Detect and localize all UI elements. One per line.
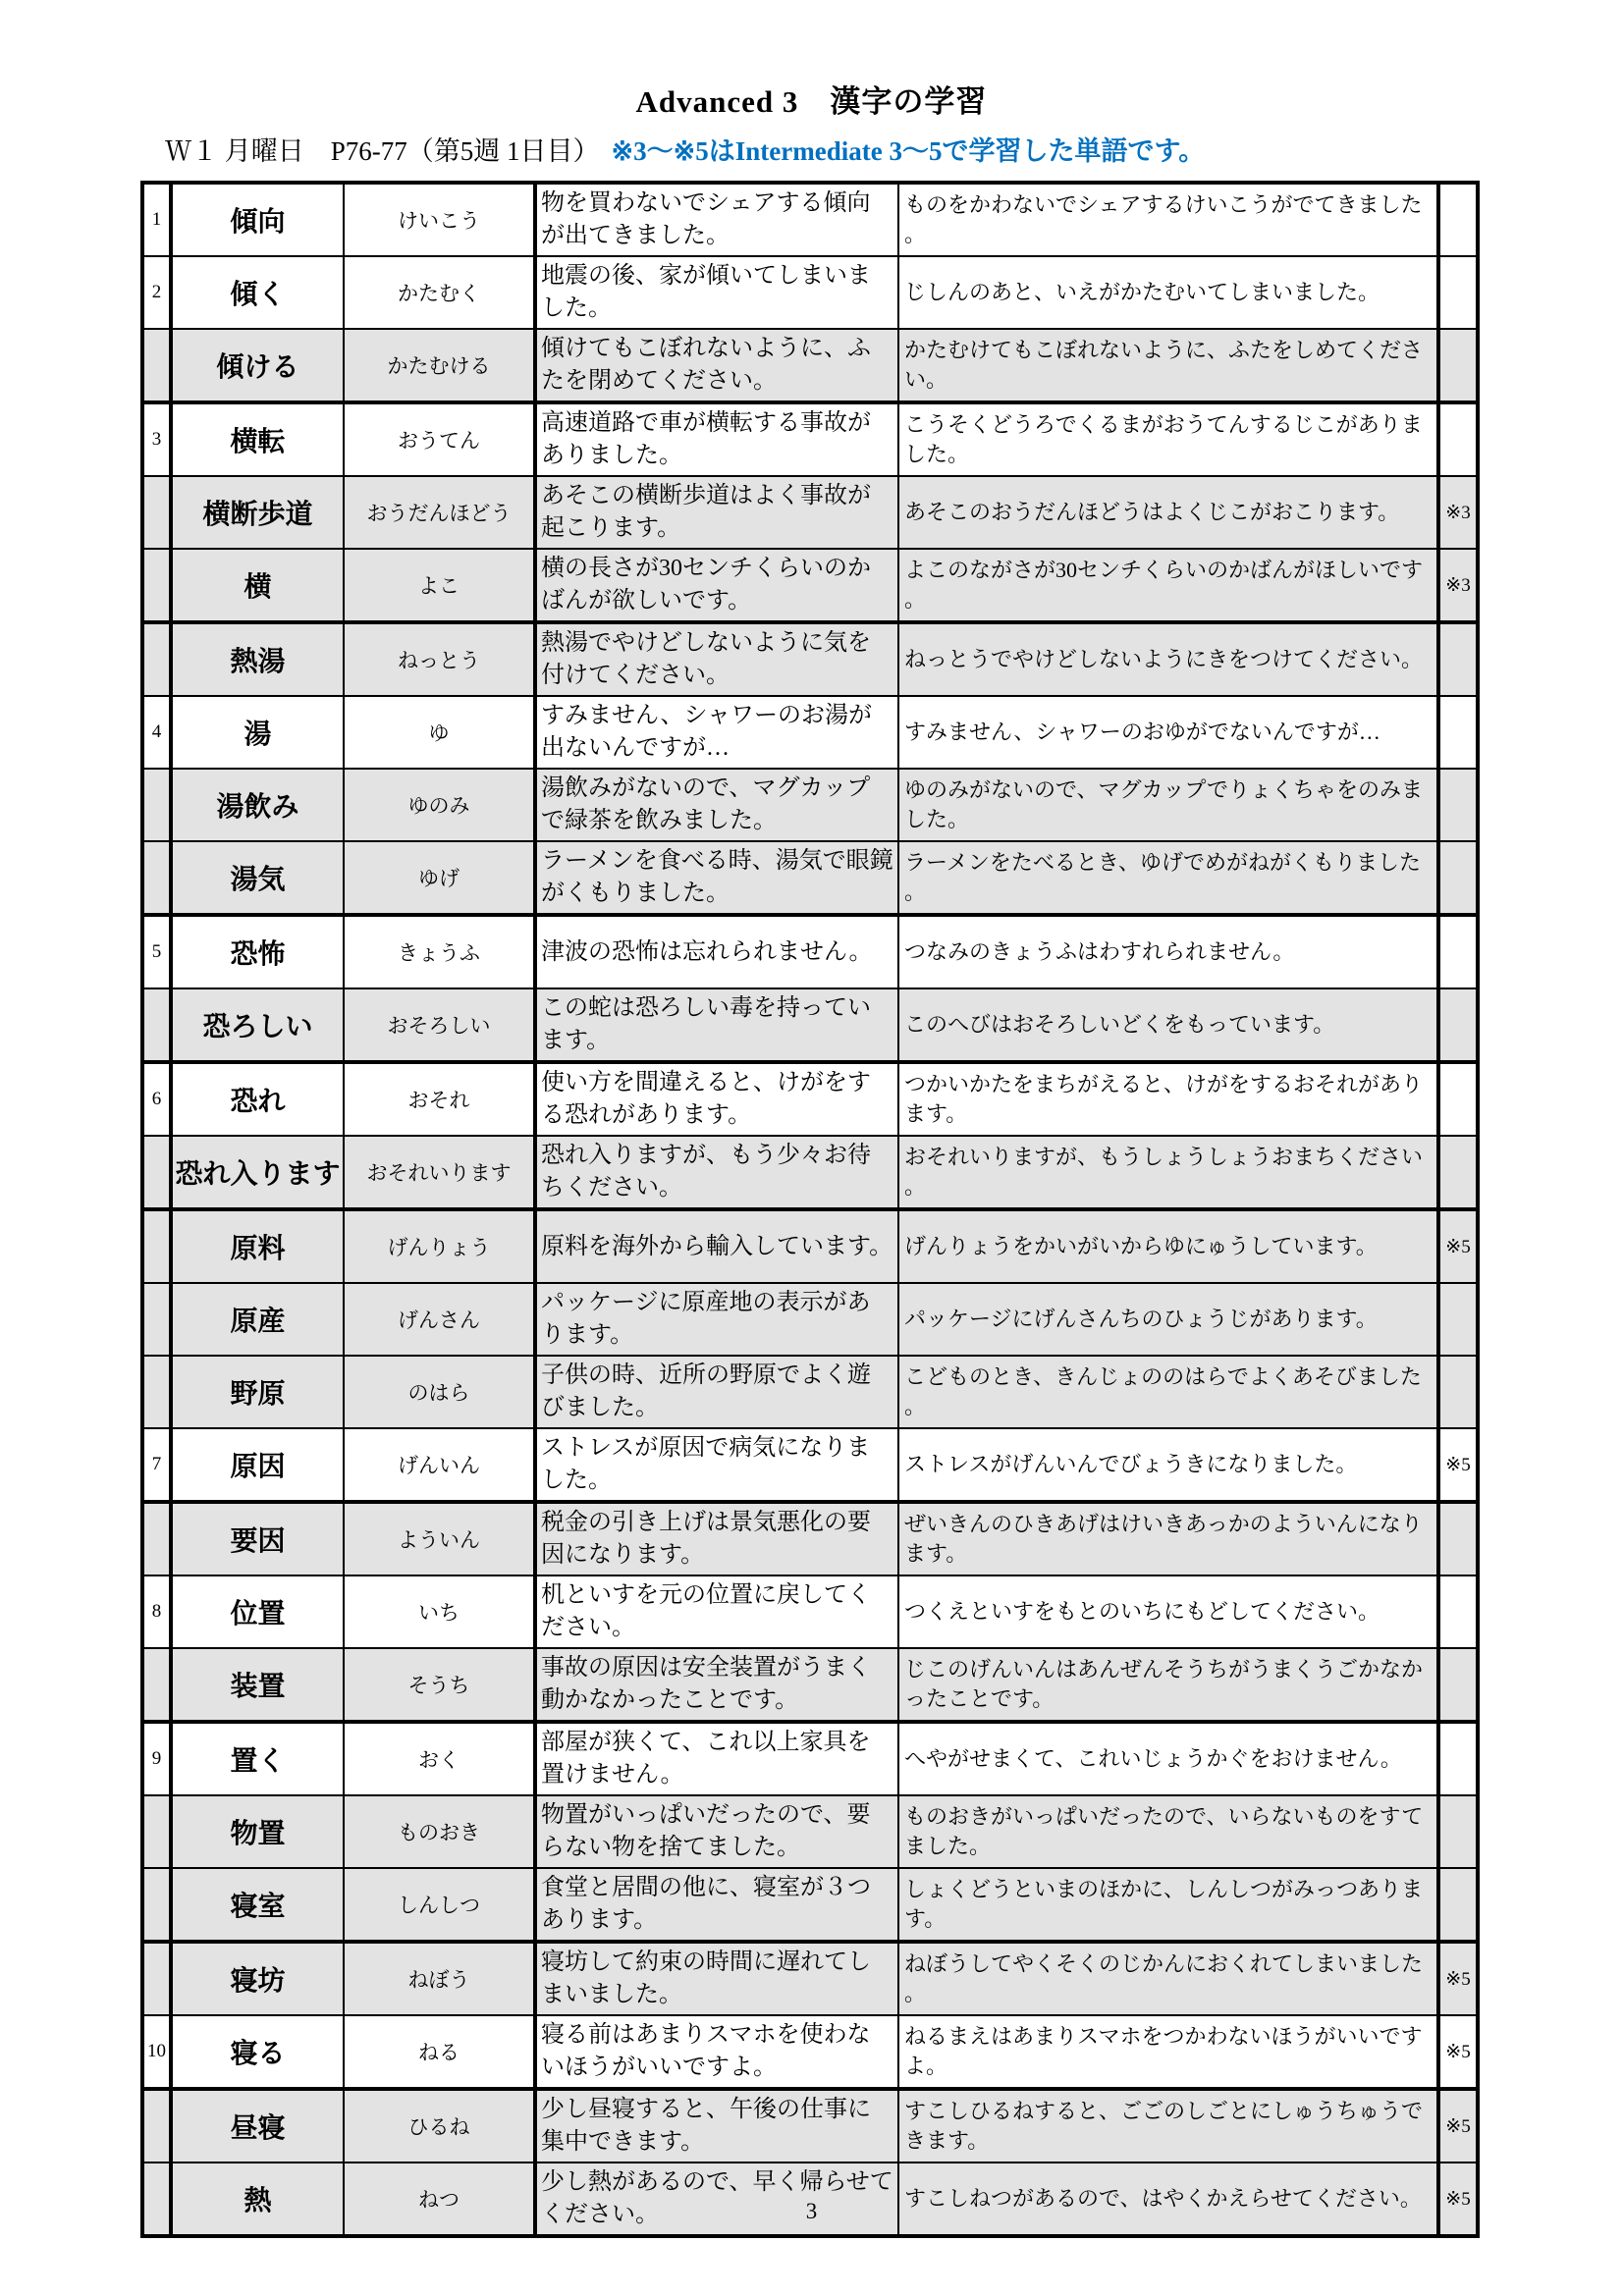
entry-number-cell: 10 — [142, 2015, 171, 2089]
entry-number-cell: 5 — [142, 915, 171, 988]
example-kanji-cell: 高速道路で車が横転する事故がありました。 — [535, 402, 898, 476]
level-note-cell — [1438, 183, 1478, 256]
level-note-cell — [1438, 1575, 1478, 1648]
level-note-cell: ※5 — [1438, 1209, 1478, 1283]
example-kana-cell: すこしねつがあるので、はやくかえらせてください。 — [898, 2163, 1438, 2236]
example-kana-cell: よこのながさが30センチくらいのかばんがほしいです。 — [898, 549, 1438, 622]
table-row — [142, 1722, 1478, 1795]
level-note-cell: ※5 — [1438, 1942, 1478, 2015]
reading-cell: ねっとう — [344, 622, 535, 696]
kanji-word-cell: 野原 — [171, 1356, 344, 1428]
table-row — [142, 476, 1478, 549]
reading-cell: いち — [344, 1575, 535, 1648]
example-kanji-cell: 部屋が狭くて、これ以上家具を置けません。 — [535, 1722, 898, 1795]
reading-cell: ねる — [344, 2015, 535, 2089]
entry-number-cell: 2 — [142, 256, 171, 329]
table-row — [142, 1575, 1478, 1648]
reading-cell: かたむく — [344, 256, 535, 329]
kanji-word-cell: 物置 — [171, 1795, 344, 1868]
example-kana-cell: つかいかたをまちがえると、けがをするおそれがあります。 — [898, 1062, 1438, 1136]
example-kana-cell: しょくどうといまのほかに、しんしつがみっつあります。 — [898, 1868, 1438, 1942]
level-note-cell — [1438, 696, 1478, 769]
entry-number-cell — [142, 2089, 171, 2163]
table-row — [142, 2015, 1478, 2089]
example-kana-cell: ねっとうでやけどしないようにきをつけてください。 — [898, 622, 1438, 696]
subtitle-note-legend: ※3〜※5はIntermediate 3〜5で学習した単語です。 — [611, 136, 1206, 166]
level-note-cell — [1438, 1722, 1478, 1795]
level-note-cell — [1438, 988, 1478, 1062]
reading-cell: よこ — [344, 549, 535, 622]
example-kana-cell: ぜいきんのひきあげはけいきあっかのよういんになります。 — [898, 1502, 1438, 1575]
example-kana-cell: ストレスがげんいんでびょうきになりました。 — [898, 1428, 1438, 1502]
table-row — [142, 549, 1478, 622]
reading-cell: おく — [344, 1722, 535, 1795]
kanji-word-cell: 装置 — [171, 1648, 344, 1722]
level-note-cell — [1438, 769, 1478, 841]
example-kana-cell: こどものとき、きんじょののはらでよくあそびました。 — [898, 1356, 1438, 1428]
entry-number-cell — [142, 329, 171, 402]
table-row — [142, 2089, 1478, 2163]
page-subtitle — [165, 130, 1205, 168]
entry-number-cell — [142, 549, 171, 622]
level-note-cell — [1438, 1795, 1478, 1868]
reading-cell: ゆげ — [344, 841, 535, 915]
reading-cell: おそろしい — [344, 988, 535, 1062]
example-kanji-cell: 地震の後、家が傾いてしまいました。 — [535, 256, 898, 329]
level-note-cell: ※5 — [1438, 2015, 1478, 2089]
kanji-word-cell: 恐れ — [171, 1062, 344, 1136]
kanji-word-cell: 傾向 — [171, 183, 344, 256]
entry-number-cell — [142, 769, 171, 841]
kanji-word-cell: 寝る — [171, 2015, 344, 2089]
reading-cell: げんいん — [344, 1428, 535, 1502]
example-kanji-cell: 寝る前はあまりスマホを使わないほうがいいですよ。 — [535, 2015, 898, 2089]
page-title: Advanced 3 漢字の学習 — [635, 84, 988, 119]
kanji-vocab-table — [140, 181, 1480, 2238]
level-note-cell — [1438, 1356, 1478, 1428]
entry-number-cell — [142, 841, 171, 915]
kanji-word-cell: 熱湯 — [171, 622, 344, 696]
kanji-word-cell: 横転 — [171, 402, 344, 476]
reading-cell: ものおき — [344, 1795, 535, 1868]
level-note-cell — [1438, 1136, 1478, 1209]
kanji-word-cell: 横 — [171, 549, 344, 622]
level-note-cell: ※5 — [1438, 2089, 1478, 2163]
reading-cell: ねつ — [344, 2163, 535, 2236]
entry-number-cell: 4 — [142, 696, 171, 769]
reading-cell: けいこう — [344, 183, 535, 256]
entry-number-cell: 7 — [142, 1428, 171, 1502]
example-kana-cell: パッケージにげんさんちのひょうじがあります。 — [898, 1283, 1438, 1356]
example-kanji-cell: 湯飲みがないので、マグカップで緑茶を飲みました。 — [535, 769, 898, 841]
reading-cell: げんさん — [344, 1283, 535, 1356]
example-kanji-cell: 食堂と居間の他に、寝室が３つあります。 — [535, 1868, 898, 1942]
example-kana-cell: あそこのおうだんほどうはよくじこがおこります。 — [898, 476, 1438, 549]
entry-number-cell — [142, 1136, 171, 1209]
example-kanji-cell: 子供の時、近所の野原でよく遊びました。 — [535, 1356, 898, 1428]
example-kana-cell: すみません、シャワーのおゆがでないんですが… — [898, 696, 1438, 769]
level-note-cell — [1438, 841, 1478, 915]
example-kana-cell: かたむけてもこぼれないように、ふたをしめてください。 — [898, 329, 1438, 402]
table-row — [142, 1428, 1478, 1502]
level-note-cell — [1438, 1502, 1478, 1575]
kanji-word-cell: 原料 — [171, 1209, 344, 1283]
example-kana-cell: おそれいりますが、もうしょうしょうおまちください。 — [898, 1136, 1438, 1209]
entry-number-cell: 3 — [142, 402, 171, 476]
table-row — [142, 769, 1478, 841]
entry-number-cell — [142, 1283, 171, 1356]
entry-number-cell: 9 — [142, 1722, 171, 1795]
entry-number-cell — [142, 1502, 171, 1575]
example-kanji-cell: 物を買わないでシェアする傾向が出てきました。 — [535, 183, 898, 256]
page-number: 3 — [805, 2199, 818, 2223]
reading-cell: ねぼう — [344, 1942, 535, 2015]
level-note-cell — [1438, 622, 1478, 696]
level-note-cell — [1438, 915, 1478, 988]
kanji-word-cell: 湯 — [171, 696, 344, 769]
table-row — [142, 402, 1478, 476]
entry-number-cell — [142, 1868, 171, 1942]
example-kana-cell: ものをかわないでシェアするけいこうがでてきました。 — [898, 183, 1438, 256]
example-kanji-cell: あそこの横断歩道はよく事故が起こります。 — [535, 476, 898, 549]
example-kana-cell: すこしひるねすると、ごごのしごとにしゅうちゅうできます。 — [898, 2089, 1438, 2163]
table-row — [142, 1795, 1478, 1868]
example-kana-cell: ねぼうしてやくそくのじかんにおくれてしまいました。 — [898, 1942, 1438, 2015]
reading-cell: おそれ — [344, 1062, 535, 1136]
level-note-cell — [1438, 1868, 1478, 1942]
kanji-word-cell: 傾く — [171, 256, 344, 329]
table-row — [142, 1502, 1478, 1575]
level-note-cell: ※3 — [1438, 549, 1478, 622]
reading-cell: げんりょう — [344, 1209, 535, 1283]
table-row — [142, 329, 1478, 402]
example-kanji-cell: パッケージに原産地の表示があります。 — [535, 1283, 898, 1356]
entry-number-cell — [142, 1648, 171, 1722]
entry-number-cell — [142, 1942, 171, 2015]
table-row — [142, 841, 1478, 915]
example-kana-cell: げんりょうをかいがいからゆにゅうしています。 — [898, 1209, 1438, 1283]
level-note-cell — [1438, 402, 1478, 476]
entry-number-cell — [142, 476, 171, 549]
example-kana-cell: このへびはおそろしいどくをもっています。 — [898, 988, 1438, 1062]
reading-cell: ひるね — [344, 2089, 535, 2163]
example-kanji-cell: 恐れ入りますが、もう少々お待ちください。 — [535, 1136, 898, 1209]
example-kanji-cell: この蛇は恐ろしい毒を持っています。 — [535, 988, 898, 1062]
example-kana-cell: じこのげんいんはあんぜんそうちがうまくうごかなかったことです。 — [898, 1648, 1438, 1722]
reading-cell: ゆのみ — [344, 769, 535, 841]
reading-cell: よういん — [344, 1502, 535, 1575]
subtitle-lesson-info: Ｗ１ 月曜日 P76-77（第5週 1日目） — [165, 136, 600, 166]
level-note-cell: ※5 — [1438, 1428, 1478, 1502]
kanji-word-cell: 寝室 — [171, 1868, 344, 1942]
entry-number-cell — [142, 1209, 171, 1283]
reading-cell: かたむける — [344, 329, 535, 402]
entry-number-cell — [142, 1795, 171, 1868]
example-kanji-cell: 傾けてもこぼれないように、ふたを閉めてください。 — [535, 329, 898, 402]
level-note-cell — [1438, 329, 1478, 402]
level-note-cell: ※5 — [1438, 2163, 1478, 2236]
example-kana-cell: ゆのみがないので、マグカップでりょくちゃをのみました。 — [898, 769, 1438, 841]
example-kanji-cell: 税金の引き上げは景気悪化の要因になります。 — [535, 1502, 898, 1575]
level-note-cell — [1438, 256, 1478, 329]
table-row — [142, 696, 1478, 769]
entry-number-cell — [142, 1356, 171, 1428]
table-row — [142, 915, 1478, 988]
level-note-cell: ※3 — [1438, 476, 1478, 549]
kanji-word-cell: 横断歩道 — [171, 476, 344, 549]
example-kana-cell: つなみのきょうふはわすれられません。 — [898, 915, 1438, 988]
kanji-word-cell: 恐怖 — [171, 915, 344, 988]
reading-cell: おうてん — [344, 402, 535, 476]
table-row — [142, 1868, 1478, 1942]
entry-number-cell: 8 — [142, 1575, 171, 1648]
reading-cell: ゆ — [344, 696, 535, 769]
kanji-word-cell: 昼寝 — [171, 2089, 344, 2163]
example-kanji-cell: 熱湯でやけどしないように気を付けてください。 — [535, 622, 898, 696]
reading-cell: おそれいります — [344, 1136, 535, 1209]
example-kana-cell: じしんのあと、いえがかたむいてしまいました。 — [898, 256, 1438, 329]
kanji-word-cell: 湯気 — [171, 841, 344, 915]
kanji-word-cell: 原産 — [171, 1283, 344, 1356]
example-kanji-cell: 机といすを元の位置に戻してください。 — [535, 1575, 898, 1648]
table-row — [142, 1136, 1478, 1209]
kanji-word-cell: 熱 — [171, 2163, 344, 2236]
example-kana-cell: ものおきがいっぱいだったので、いらないものをすてました。 — [898, 1795, 1438, 1868]
kanji-table-body — [142, 183, 1478, 2236]
level-note-cell — [1438, 1062, 1478, 1136]
table-row — [142, 1942, 1478, 2015]
table-row — [142, 1283, 1478, 1356]
kanji-word-cell: 恐ろしい — [171, 988, 344, 1062]
reading-cell: おうだんほどう — [344, 476, 535, 549]
kanji-word-cell: 要因 — [171, 1502, 344, 1575]
example-kanji-cell: 横の長さが30センチくらいのかばんが欲しいです。 — [535, 549, 898, 622]
table-row — [142, 183, 1478, 256]
reading-cell: のはら — [344, 1356, 535, 1428]
level-note-cell — [1438, 1648, 1478, 1722]
example-kanji-cell: ストレスが原因で病気になりました。 — [535, 1428, 898, 1502]
example-kanji-cell: ラーメンを食べる時、湯気で眼鏡がくもりました。 — [535, 841, 898, 915]
kanji-word-cell: 湯飲み — [171, 769, 344, 841]
example-kana-cell: つくえといすをもとのいちにもどしてください。 — [898, 1575, 1438, 1648]
example-kana-cell: こうそくどうろでくるまがおうてんするじこがありました。 — [898, 402, 1438, 476]
reading-cell: そうち — [344, 1648, 535, 1722]
example-kana-cell: ラーメンをたべるとき、ゆげでめがねがくもりました。 — [898, 841, 1438, 915]
table-row — [142, 1062, 1478, 1136]
reading-cell: きょうふ — [344, 915, 535, 988]
kanji-word-cell: 傾ける — [171, 329, 344, 402]
example-kanji-cell: 使い方を間違えると、けがをする恐れがあります。 — [535, 1062, 898, 1136]
table-row — [142, 988, 1478, 1062]
example-kanji-cell: 原料を海外から輸入しています。 — [535, 1209, 898, 1283]
example-kanji-cell: すみません、シャワーのお湯が出ないんですが… — [535, 696, 898, 769]
reading-cell: しんしつ — [344, 1868, 535, 1942]
example-kana-cell: へやがせまくて、これいじょうかぐをおけません。 — [898, 1722, 1438, 1795]
kanji-word-cell: 位置 — [171, 1575, 344, 1648]
example-kanji-cell: 少し昼寝すると、午後の仕事に集中できます。 — [535, 2089, 898, 2163]
example-kana-cell: ねるまえはあまりスマホをつかわないほうがいいですよ。 — [898, 2015, 1438, 2089]
entry-number-cell: 6 — [142, 1062, 171, 1136]
table-row — [142, 1209, 1478, 1283]
kanji-word-cell: 恐れ入ります — [171, 1136, 344, 1209]
entry-number-cell — [142, 622, 171, 696]
example-kanji-cell: 事故の原因は安全装置がうまく動かなかったことです。 — [535, 1648, 898, 1722]
kanji-word-cell: 寝坊 — [171, 1942, 344, 2015]
entry-number-cell — [142, 988, 171, 1062]
kanji-word-cell: 原因 — [171, 1428, 344, 1502]
entry-number-cell: 1 — [142, 183, 171, 256]
level-note-cell — [1438, 1283, 1478, 1356]
example-kanji-cell: 津波の恐怖は忘れられません。 — [535, 915, 898, 988]
table-row — [142, 1648, 1478, 1722]
example-kanji-cell: 寝坊して約束の時間に遅れてしまいました。 — [535, 1942, 898, 2015]
example-kanji-cell: 物置がいっぱいだったので、要らない物を捨てました。 — [535, 1795, 898, 1868]
table-row — [142, 622, 1478, 696]
kanji-word-cell: 置く — [171, 1722, 344, 1795]
table-row — [142, 1356, 1478, 1428]
example-kanji-cell: 少し熱があるので、早く帰らせてください。 — [535, 2163, 898, 2236]
table-row — [142, 256, 1478, 329]
